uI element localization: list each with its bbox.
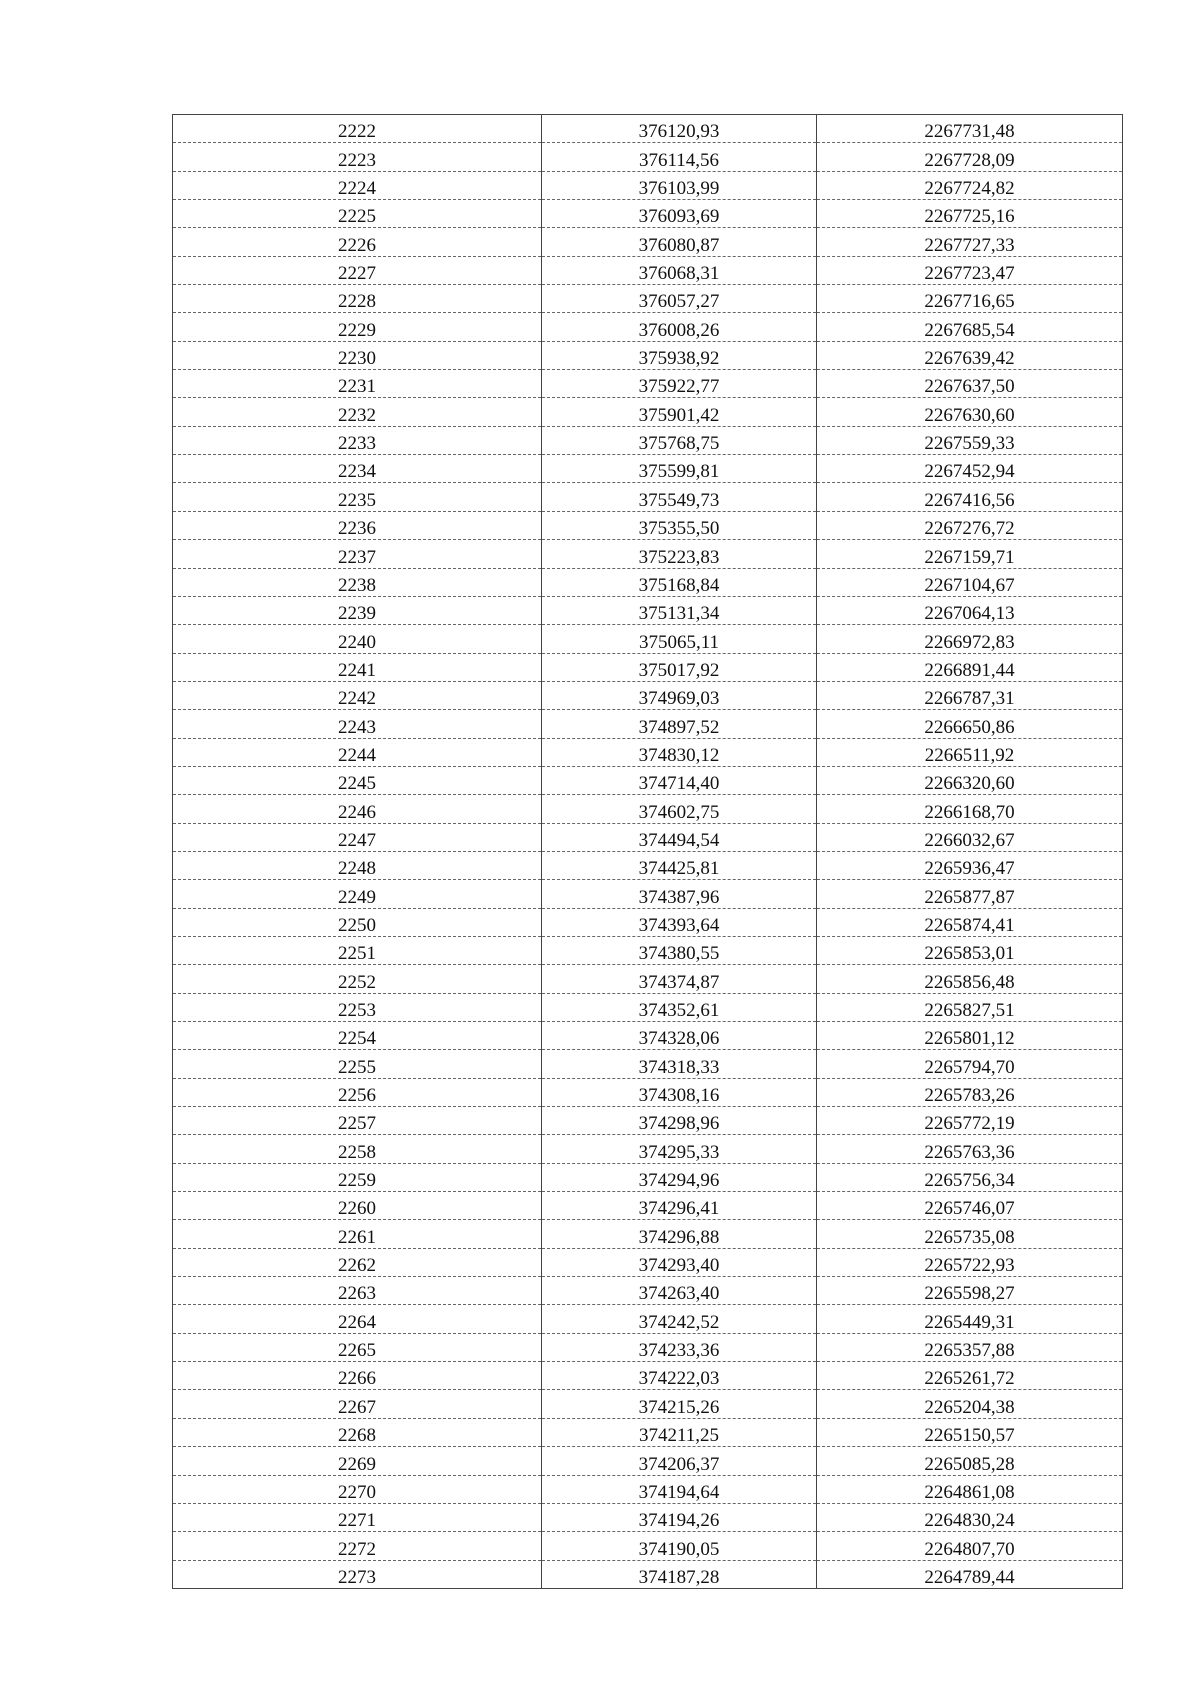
point-number-cell: 2227: [173, 256, 542, 284]
y-coordinate-cell: 2266972,83: [817, 625, 1123, 653]
point-number-cell: 2238: [173, 568, 542, 596]
y-coordinate-cell: 2264807,70: [817, 1532, 1123, 1560]
table-row: [173, 171, 1123, 199]
y-coordinate-cell: 2265936,47: [817, 851, 1123, 879]
y-coordinate-cell: 2265722,93: [817, 1248, 1123, 1276]
y-coordinate-cell: 2266511,92: [817, 738, 1123, 766]
y-coordinate-cell: 2265783,26: [817, 1078, 1123, 1106]
y-coordinate-cell: 2265598,27: [817, 1277, 1123, 1305]
table-row: [173, 1532, 1123, 1560]
y-coordinate-cell: 2267452,94: [817, 455, 1123, 483]
y-coordinate-cell: 2267728,09: [817, 143, 1123, 171]
table-row: [173, 1107, 1123, 1135]
y-coordinate-cell: 2266650,86: [817, 710, 1123, 738]
point-number-cell: 2264: [173, 1305, 542, 1333]
table-row: [173, 1277, 1123, 1305]
table-row: [173, 256, 1123, 284]
point-number-cell: 2257: [173, 1107, 542, 1135]
table-row: [173, 851, 1123, 879]
table-row: [173, 483, 1123, 511]
x-coordinate-cell: 374294,96: [542, 1163, 817, 1191]
y-coordinate-cell: 2267064,13: [817, 596, 1123, 624]
x-coordinate-cell: 374187,28: [542, 1560, 817, 1588]
table-row: [173, 511, 1123, 539]
table-row: [173, 1418, 1123, 1446]
point-number-cell: 2230: [173, 341, 542, 369]
point-number-cell: 2271: [173, 1503, 542, 1531]
point-number-cell: 2248: [173, 851, 542, 879]
y-coordinate-cell: 2267104,67: [817, 568, 1123, 596]
table-row: [173, 200, 1123, 228]
table-row: [173, 1163, 1123, 1191]
point-number-cell: 2231: [173, 370, 542, 398]
point-number-cell: 2251: [173, 936, 542, 964]
x-coordinate-cell: 374211,25: [542, 1418, 817, 1446]
table-row: [173, 965, 1123, 993]
point-number-cell: 2245: [173, 766, 542, 794]
point-number-cell: 2233: [173, 426, 542, 454]
x-coordinate-cell: 374194,64: [542, 1475, 817, 1503]
table-row: [173, 398, 1123, 426]
x-coordinate-cell: 375922,77: [542, 370, 817, 398]
x-coordinate-cell: 374830,12: [542, 738, 817, 766]
point-number-cell: 2249: [173, 880, 542, 908]
table-row: [173, 1447, 1123, 1475]
y-coordinate-cell: 2265204,38: [817, 1390, 1123, 1418]
table-row: [173, 540, 1123, 568]
table-row: [173, 1022, 1123, 1050]
point-number-cell: 2225: [173, 200, 542, 228]
x-coordinate-cell: 374374,87: [542, 965, 817, 993]
point-number-cell: 2261: [173, 1220, 542, 1248]
x-coordinate-cell: 375549,73: [542, 483, 817, 511]
coordinates-table: [172, 114, 1123, 1589]
table-row: [173, 1050, 1123, 1078]
point-number-cell: 2265: [173, 1333, 542, 1361]
y-coordinate-cell: 2267724,82: [817, 171, 1123, 199]
table-row: [173, 1078, 1123, 1106]
x-coordinate-cell: 374380,55: [542, 936, 817, 964]
x-coordinate-cell: 375223,83: [542, 540, 817, 568]
x-coordinate-cell: 374352,61: [542, 993, 817, 1021]
x-coordinate-cell: 376057,27: [542, 285, 817, 313]
table-row: [173, 1503, 1123, 1531]
point-number-cell: 2250: [173, 908, 542, 936]
table-row: [173, 738, 1123, 766]
x-coordinate-cell: 374318,33: [542, 1050, 817, 1078]
coordinates-table-body: [173, 115, 1123, 1589]
table-row: [173, 1333, 1123, 1361]
x-coordinate-cell: 376103,99: [542, 171, 817, 199]
point-number-cell: 2226: [173, 228, 542, 256]
y-coordinate-cell: 2267159,71: [817, 540, 1123, 568]
point-number-cell: 2269: [173, 1447, 542, 1475]
x-coordinate-cell: 374295,33: [542, 1135, 817, 1163]
y-coordinate-cell: 2265772,19: [817, 1107, 1123, 1135]
x-coordinate-cell: 376008,26: [542, 313, 817, 341]
table-row: [173, 1305, 1123, 1333]
point-number-cell: 2241: [173, 653, 542, 681]
point-number-cell: 2236: [173, 511, 542, 539]
y-coordinate-cell: 2265827,51: [817, 993, 1123, 1021]
point-number-cell: 2224: [173, 171, 542, 199]
point-number-cell: 2263: [173, 1277, 542, 1305]
x-coordinate-cell: 374296,88: [542, 1220, 817, 1248]
y-coordinate-cell: 2267685,54: [817, 313, 1123, 341]
x-coordinate-cell: 375131,34: [542, 596, 817, 624]
table-row: [173, 993, 1123, 1021]
point-number-cell: 2246: [173, 795, 542, 823]
x-coordinate-cell: 374222,03: [542, 1362, 817, 1390]
point-number-cell: 2255: [173, 1050, 542, 1078]
table-row: [173, 341, 1123, 369]
x-coordinate-cell: 374328,06: [542, 1022, 817, 1050]
x-coordinate-cell: 375901,42: [542, 398, 817, 426]
x-coordinate-cell: 375938,92: [542, 341, 817, 369]
y-coordinate-cell: 2267630,60: [817, 398, 1123, 426]
point-number-cell: 2240: [173, 625, 542, 653]
y-coordinate-cell: 2265449,31: [817, 1305, 1123, 1333]
x-coordinate-cell: 374233,36: [542, 1333, 817, 1361]
point-number-cell: 2242: [173, 681, 542, 709]
y-coordinate-cell: 2265756,34: [817, 1163, 1123, 1191]
table-row: [173, 625, 1123, 653]
table-row: [173, 596, 1123, 624]
table-row: [173, 115, 1123, 143]
y-coordinate-cell: 2267559,33: [817, 426, 1123, 454]
y-coordinate-cell: 2266168,70: [817, 795, 1123, 823]
table-row: [173, 823, 1123, 851]
table-row: [173, 1475, 1123, 1503]
point-number-cell: 2270: [173, 1475, 542, 1503]
x-coordinate-cell: 374206,37: [542, 1447, 817, 1475]
point-number-cell: 2252: [173, 965, 542, 993]
x-coordinate-cell: 374387,96: [542, 880, 817, 908]
table-row: [173, 1192, 1123, 1220]
y-coordinate-cell: 2265877,87: [817, 880, 1123, 908]
table-row: [173, 568, 1123, 596]
x-coordinate-cell: 374215,26: [542, 1390, 817, 1418]
x-coordinate-cell: 376114,56: [542, 143, 817, 171]
table-row: [173, 1390, 1123, 1418]
point-number-cell: 2243: [173, 710, 542, 738]
table-row: [173, 908, 1123, 936]
point-number-cell: 2268: [173, 1418, 542, 1446]
y-coordinate-cell: 2267727,33: [817, 228, 1123, 256]
table-row: [173, 143, 1123, 171]
point-number-cell: 2222: [173, 115, 542, 143]
y-coordinate-cell: 2265085,28: [817, 1447, 1123, 1475]
point-number-cell: 2258: [173, 1135, 542, 1163]
point-number-cell: 2223: [173, 143, 542, 171]
point-number-cell: 2239: [173, 596, 542, 624]
point-number-cell: 2262: [173, 1248, 542, 1276]
y-coordinate-cell: 2264861,08: [817, 1475, 1123, 1503]
point-number-cell: 2266: [173, 1362, 542, 1390]
table-row: [173, 426, 1123, 454]
x-coordinate-cell: 374242,52: [542, 1305, 817, 1333]
table-row: [173, 455, 1123, 483]
y-coordinate-cell: 2265763,36: [817, 1135, 1123, 1163]
y-coordinate-cell: 2267276,72: [817, 511, 1123, 539]
point-number-cell: 2267: [173, 1390, 542, 1418]
x-coordinate-cell: 374714,40: [542, 766, 817, 794]
table-row: [173, 370, 1123, 398]
y-coordinate-cell: 2266787,31: [817, 681, 1123, 709]
y-coordinate-cell: 2267716,65: [817, 285, 1123, 313]
point-number-cell: 2247: [173, 823, 542, 851]
y-coordinate-cell: 2267725,16: [817, 200, 1123, 228]
y-coordinate-cell: 2265746,07: [817, 1192, 1123, 1220]
point-number-cell: 2256: [173, 1078, 542, 1106]
point-number-cell: 2237: [173, 540, 542, 568]
y-coordinate-cell: 2264789,44: [817, 1560, 1123, 1588]
table-row: [173, 1362, 1123, 1390]
table-row: [173, 228, 1123, 256]
y-coordinate-cell: 2265261,72: [817, 1362, 1123, 1390]
y-coordinate-cell: 2265801,12: [817, 1022, 1123, 1050]
table-row: [173, 1560, 1123, 1588]
x-coordinate-cell: 374194,26: [542, 1503, 817, 1531]
y-coordinate-cell: 2266320,60: [817, 766, 1123, 794]
table-row: [173, 1135, 1123, 1163]
x-coordinate-cell: 376068,31: [542, 256, 817, 284]
table-row: [173, 766, 1123, 794]
point-number-cell: 2234: [173, 455, 542, 483]
point-number-cell: 2235: [173, 483, 542, 511]
x-coordinate-cell: 374897,52: [542, 710, 817, 738]
point-number-cell: 2259: [173, 1163, 542, 1191]
y-coordinate-cell: 2267723,47: [817, 256, 1123, 284]
table-row: [173, 1220, 1123, 1248]
x-coordinate-cell: 374263,40: [542, 1277, 817, 1305]
x-coordinate-cell: 375355,50: [542, 511, 817, 539]
x-coordinate-cell: 376093,69: [542, 200, 817, 228]
y-coordinate-cell: 2265735,08: [817, 1220, 1123, 1248]
y-coordinate-cell: 2265856,48: [817, 965, 1123, 993]
x-coordinate-cell: 374293,40: [542, 1248, 817, 1276]
table-row: [173, 795, 1123, 823]
x-coordinate-cell: 374190,05: [542, 1532, 817, 1560]
y-coordinate-cell: 2265150,57: [817, 1418, 1123, 1446]
table-row: [173, 681, 1123, 709]
table-row: [173, 880, 1123, 908]
y-coordinate-cell: 2267416,56: [817, 483, 1123, 511]
x-coordinate-cell: 376120,93: [542, 115, 817, 143]
x-coordinate-cell: 376080,87: [542, 228, 817, 256]
y-coordinate-cell: 2265357,88: [817, 1333, 1123, 1361]
y-coordinate-cell: 2267639,42: [817, 341, 1123, 369]
y-coordinate-cell: 2265853,01: [817, 936, 1123, 964]
point-number-cell: 2229: [173, 313, 542, 341]
x-coordinate-cell: 374393,64: [542, 908, 817, 936]
x-coordinate-cell: 374602,75: [542, 795, 817, 823]
y-coordinate-cell: 2267731,48: [817, 115, 1123, 143]
x-coordinate-cell: 375168,84: [542, 568, 817, 596]
x-coordinate-cell: 375017,92: [542, 653, 817, 681]
point-number-cell: 2244: [173, 738, 542, 766]
y-coordinate-cell: 2266891,44: [817, 653, 1123, 681]
x-coordinate-cell: 374969,03: [542, 681, 817, 709]
y-coordinate-cell: 2266032,67: [817, 823, 1123, 851]
point-number-cell: 2260: [173, 1192, 542, 1220]
x-coordinate-cell: 375599,81: [542, 455, 817, 483]
point-number-cell: 2232: [173, 398, 542, 426]
point-number-cell: 2272: [173, 1532, 542, 1560]
y-coordinate-cell: 2264830,24: [817, 1503, 1123, 1531]
point-number-cell: 2254: [173, 1022, 542, 1050]
x-coordinate-cell: 374425,81: [542, 851, 817, 879]
table-row: [173, 936, 1123, 964]
point-number-cell: 2273: [338, 1566, 376, 1588]
table-row: [173, 653, 1123, 681]
table-row: [173, 285, 1123, 313]
table-row: [173, 313, 1123, 341]
x-coordinate-cell: 374296,41: [542, 1192, 817, 1220]
y-coordinate-cell: 2265794,70: [817, 1050, 1123, 1078]
x-coordinate-cell: 374494,54: [542, 823, 817, 851]
table-row: [173, 1248, 1123, 1276]
point-number-cell: 2253: [173, 993, 542, 1021]
x-coordinate-cell: 375065,11: [542, 625, 817, 653]
y-coordinate-cell: 2267637,50: [817, 370, 1123, 398]
x-coordinate-cell: 374298,96: [542, 1107, 817, 1135]
x-coordinate-cell: 375768,75: [542, 426, 817, 454]
y-coordinate-cell: 2265874,41: [817, 908, 1123, 936]
point-number-cell: 2228: [173, 285, 542, 313]
table-row: [173, 710, 1123, 738]
x-coordinate-cell: 374308,16: [542, 1078, 817, 1106]
